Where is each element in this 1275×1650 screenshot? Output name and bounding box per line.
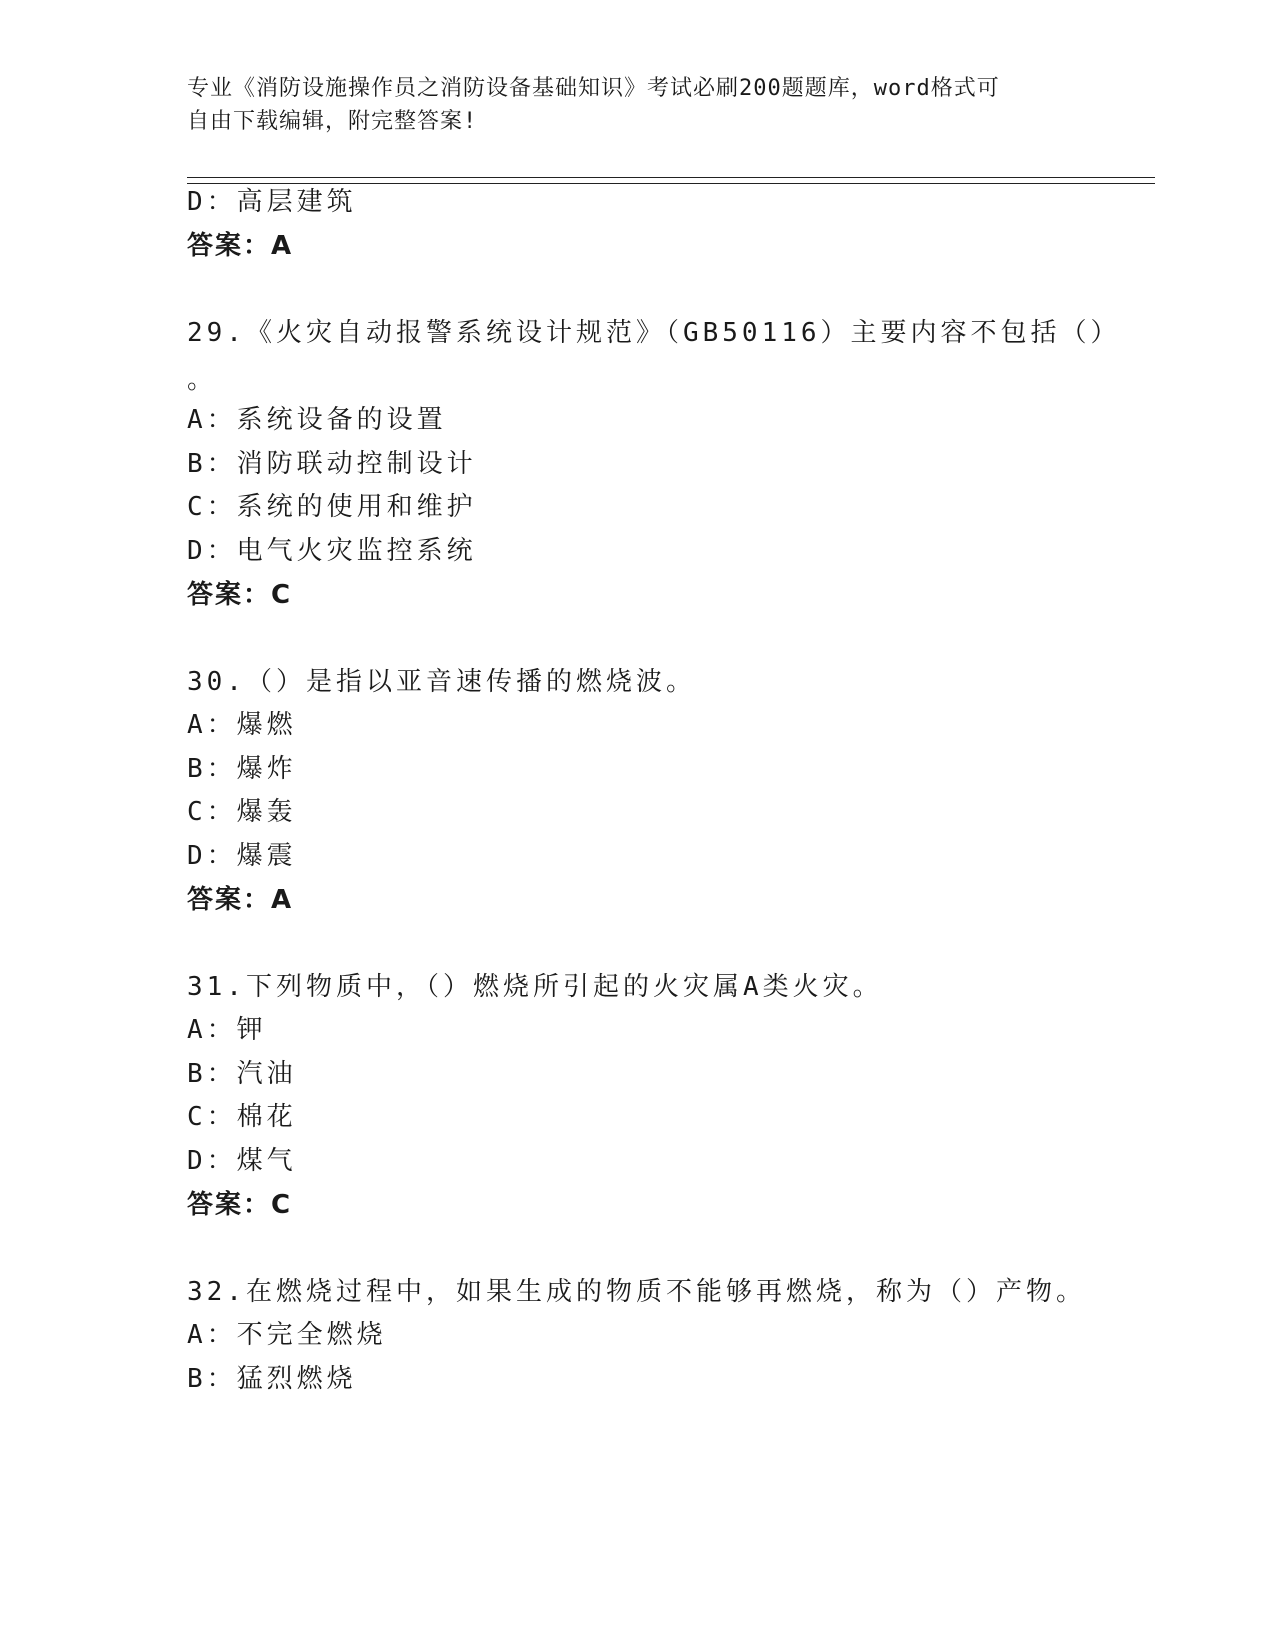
- q29-stem-line1: 29.《火灾自动报警系统设计规范》（GB50116）主要内容不包括（）: [187, 318, 1121, 348]
- q31-option-c: C：棉花: [187, 1102, 297, 1132]
- header-divider-bottom: [187, 183, 1155, 184]
- q31-answer: 答案：C: [187, 1190, 293, 1220]
- header-title-line1: 专业《消防设施操作员之消防设备基础知识》考试必刷200题题库，word格式可: [187, 76, 1000, 101]
- q30-option-c: C：爆轰: [187, 797, 297, 827]
- header-title-line2: 自由下载编辑，附完整答案!: [187, 109, 478, 134]
- q31-stem: 31.下列物质中，（）燃烧所引起的火灾属A类火灾。: [187, 972, 883, 1002]
- header-divider-top: [187, 177, 1155, 178]
- q29-option-a: A：系统设备的设置: [187, 405, 447, 435]
- q29-option-b: B：消防联动控制设计: [187, 449, 477, 479]
- q29-option-c: C：系统的使用和维护: [187, 492, 477, 522]
- q30-option-b: B：爆炸: [187, 754, 297, 784]
- q31-option-b: B：汽油: [187, 1059, 297, 1089]
- q29-stem-line2: 。: [187, 365, 218, 395]
- prev-option-d: D：高层建筑: [187, 187, 357, 217]
- document-header: [187, 72, 1067, 138]
- q29-answer: 答案：C: [187, 580, 293, 610]
- q29-option-d: D：电气火灾监控系统: [187, 536, 477, 566]
- q30-answer: 答案：A: [187, 885, 294, 915]
- prev-answer: 答案：A: [187, 231, 294, 261]
- q32-option-b: B：猛烈燃烧: [187, 1364, 357, 1394]
- q30-stem: 30.（）是指以亚音速传播的燃烧波。: [187, 667, 696, 697]
- q30-option-a: A：爆燃: [187, 710, 297, 740]
- q32-stem: 32.在燃烧过程中，如果生成的物质不能够再燃烧，称为（）产物。: [187, 1277, 1086, 1307]
- q32-option-a: A：不完全燃烧: [187, 1320, 387, 1350]
- q31-option-d: D：煤气: [187, 1146, 297, 1176]
- q30-option-d: D：爆震: [187, 841, 297, 871]
- q31-option-a: A：钾: [187, 1015, 267, 1045]
